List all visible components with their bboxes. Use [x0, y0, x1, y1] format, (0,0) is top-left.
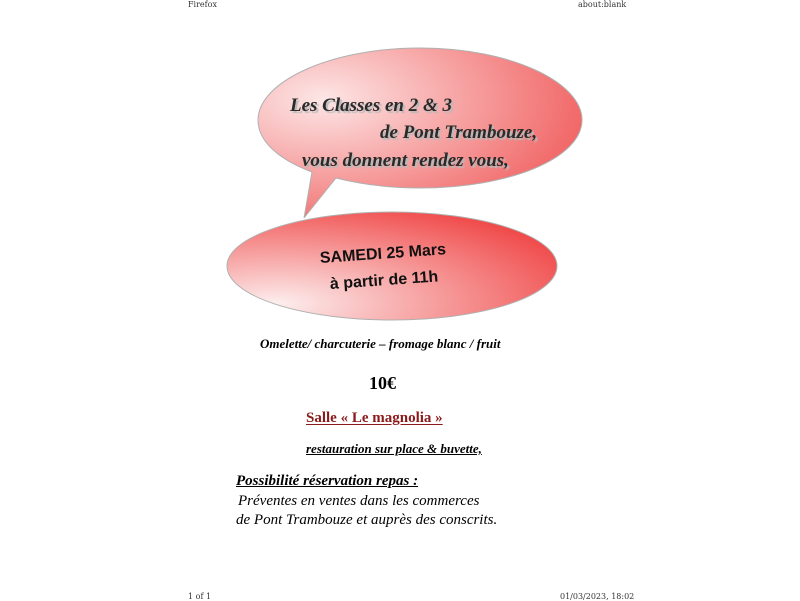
reservation-title: Possibilité réservation repas : [236, 473, 419, 489]
menu-text: Omelette/ charcuterie – fromage blanc / fruit [260, 336, 501, 351]
event-time: à partir de 11h [329, 268, 439, 293]
page-url: about:blank [578, 0, 627, 9]
price: 10€ [369, 373, 396, 393]
service-text: restauration sur place & buvette, [306, 441, 482, 456]
event-date: SAMEDI 25 Mars [319, 241, 447, 267]
print-timestamp: 01/03/2023, 18:02 [560, 592, 635, 601]
reservation-line-2: de Pont Trambouze et auprès des conscrits. [236, 512, 498, 528]
venue-name: Salle « Le magnolia » [306, 410, 443, 426]
bubble-line-2: de Pont Trambouze, [380, 122, 538, 143]
browser-name: Firefox [188, 0, 217, 9]
page-counter: 1 of 1 [188, 592, 212, 601]
bubble-line-1: Les Classes en 2 & 3 [290, 95, 453, 116]
reservation-line-1: Préventes en ventes dans les commerces [238, 493, 480, 509]
bubble-line-3: vous donnent rendez vous, [302, 150, 509, 171]
speech-bubble-date [227, 212, 557, 320]
